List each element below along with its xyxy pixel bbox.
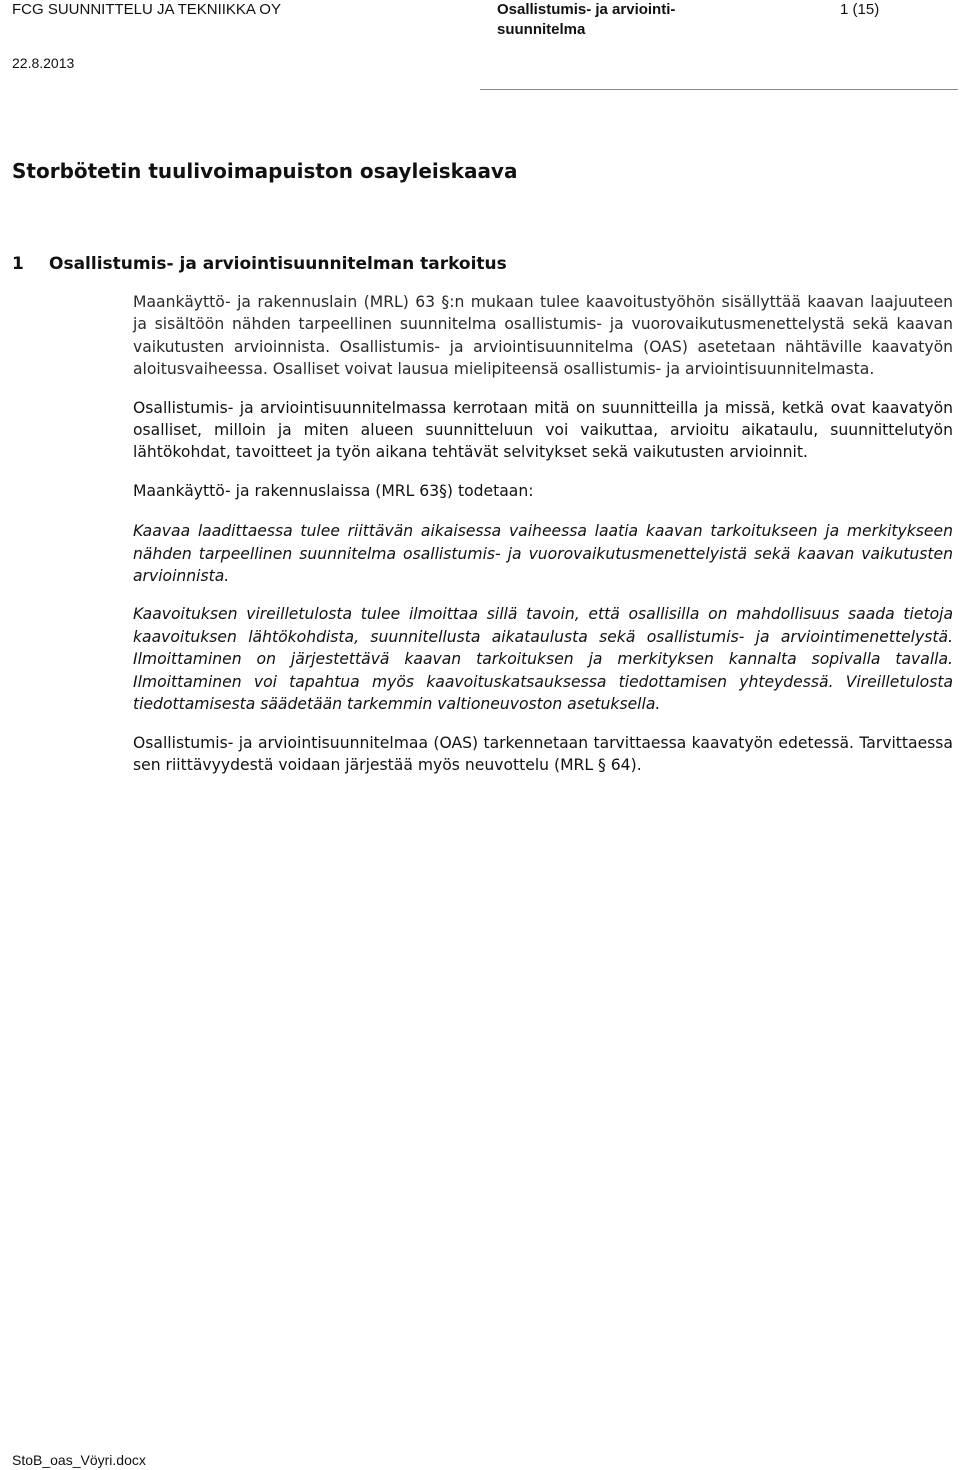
page-title: Storbötetin tuulivoimapuiston osayleiskaava	[12, 159, 518, 183]
company-name: FCG SUUNNITTELU JA TEKNIIKKA OY	[12, 1, 281, 18]
body-text	[133, 291, 953, 792]
header-left	[12, 0, 281, 73]
document-date: 22.8.2013	[12, 55, 75, 71]
law-quote-1: Kaavaa laadittaessa tulee riittävän aikaisessa vaiheessa laatia kaavan tarkoitukseen ja merkitykseen nähden tarpeellinen suunnitelma osallistumis- ja vuorovaikutusmenettelyistä sekä kaavan vaikutusten arvioinnista.	[133, 522, 953, 586]
paragraph-purpose: Maankäyttö- ja rakennuslain (MRL) 63 §:n mukaan tulee kaavoitustyöhön sisällyttää kaavan laajuuteen ja sisältöön nähden tarpeellinen suunnitelma osallistumis- ja vuorovaikutusmenettelystä sekä kaavan vaikutusten arvioinnista. Osallistumis- ja arviointisuunnitelma (OAS) asetetaan nähtäville kaavatyön aloitusvaiheessa. Osalliset voivat lausua mielipiteensä osallistumis- ja arviointisuunnitelmasta.	[133, 293, 953, 379]
paragraph-contents: Osallistumis- ja arviointisuunnitelmassa kerrotaan mitä on suunnitteilla ja missä, ketkä ovat kaavatyön osalliset, milloin ja miten alueen suunnitteluun voi vaikuttaa, arvioitu aikataulu, suunnittelutyön lähtökohdat, tavoitteet ja työn aikana tehtävät selvitykset sekä vaikutusten arvioinnit.	[133, 398, 953, 462]
document-type-line2: suunnitelma	[497, 21, 586, 38]
section-heading	[12, 251, 507, 277]
law-quote-2: Kaavoituksen vireilletulosta tulee ilmoittaa sillä tavoin, että osallisilla on mahdollisuus saada tietoja kaavoituksen lähtökohdista, suunnitellusta aikataulusta sekä osallistumis- ja arviointimenettelystä. Ilmoittaminen on järjestettävä kaavan tarkoituksen ja merkityksen kannalta sopivalla tavalla. Ilmoittaminen voi tapahtua myös kaavoituskatsauksessa tiedottamisen yhteydessä. Vireilletulosta tiedottamisesta säädetään tarkemmin valtioneuvoston asetuksella.	[133, 605, 953, 714]
section-heading-text: Osallistumis- ja arviointisuunnitelman tarkoitus	[49, 254, 507, 274]
footer-filename: StoB_oas_Vöyri.docx	[12, 1452, 146, 1468]
page-number: 1 (15)	[840, 1, 880, 18]
paragraph-update: Osallistumis- ja arviointisuunnitelmaa (OAS) tarkennetaan tarvittaessa kaavatyön edetessä. Tarvittaessa sen riittävyydestä voidaan järjestää myös neuvottelu (MRL § 64).	[133, 733, 953, 774]
document-type-line1: Osallistumis- ja arviointi-	[497, 1, 676, 18]
section-number: 1	[12, 254, 24, 274]
paragraph-law-intro: Maankäyttö- ja rakennuslaissa (MRL 63§) todetaan:	[133, 481, 534, 500]
document-type	[497, 0, 727, 40]
header-divider	[480, 89, 958, 90]
